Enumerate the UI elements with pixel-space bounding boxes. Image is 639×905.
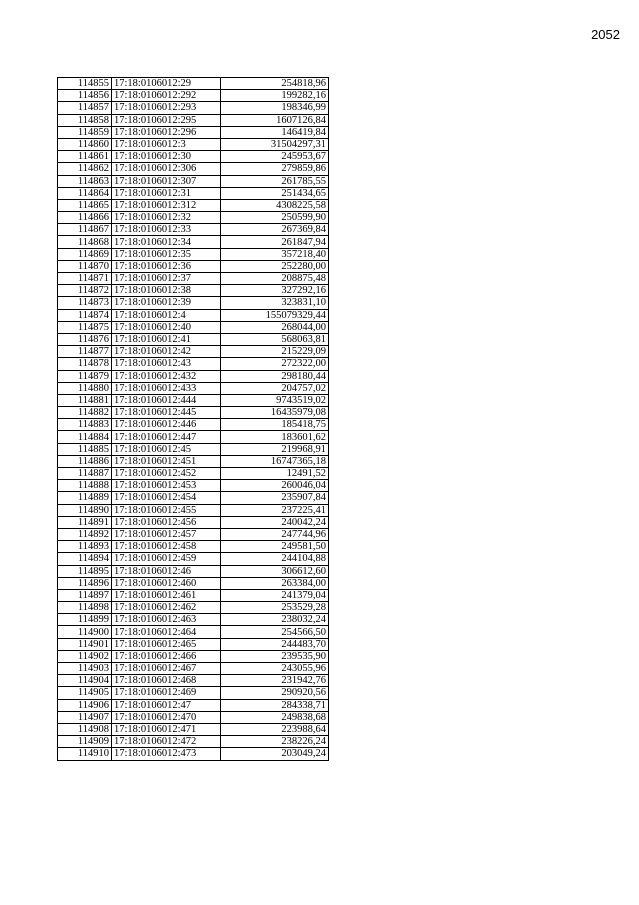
- table-row: [58, 163, 329, 175]
- row-number-cell: 114883: [58, 419, 112, 431]
- cadastral-number-cell: 17:18:0106012:307: [112, 175, 221, 187]
- table-row: [58, 663, 329, 675]
- row-number-cell: 114881: [58, 394, 112, 406]
- cadastral-number-cell: 17:18:0106012:446: [112, 419, 221, 431]
- table-row: [58, 407, 329, 419]
- table-row: [58, 638, 329, 650]
- row-number-cell: 114875: [58, 321, 112, 333]
- table-row: [58, 589, 329, 601]
- cadastral-number-cell: 17:18:0106012:3: [112, 138, 221, 150]
- row-number-cell: 114857: [58, 102, 112, 114]
- row-number-cell: 114855: [58, 78, 112, 90]
- table-row: [58, 516, 329, 528]
- table-row: [58, 455, 329, 467]
- cadastral-number-cell: 17:18:0106012:467: [112, 663, 221, 675]
- table-row: [58, 504, 329, 516]
- row-number-cell: 114863: [58, 175, 112, 187]
- row-number-cell: 114905: [58, 687, 112, 699]
- cadastral-number-cell: 17:18:0106012:46: [112, 565, 221, 577]
- row-number-cell: 114907: [58, 711, 112, 723]
- row-number-cell: 114886: [58, 455, 112, 467]
- cadastral-number-cell: 17:18:0106012:469: [112, 687, 221, 699]
- cadastral-value-cell: 244483,70: [221, 638, 329, 650]
- cadastral-value-cell: 250599,90: [221, 212, 329, 224]
- table-row: [58, 321, 329, 333]
- cadastral-number-cell: 17:18:0106012:452: [112, 468, 221, 480]
- cadastral-number-cell: 17:18:0106012:36: [112, 260, 221, 272]
- table-row: [58, 711, 329, 723]
- cadastral-value-cell: 16435979,08: [221, 407, 329, 419]
- table-row: [58, 602, 329, 614]
- table-row: [58, 358, 329, 370]
- table-row: [58, 370, 329, 382]
- row-number-cell: 114891: [58, 516, 112, 528]
- cadastral-number-cell: 17:18:0106012:34: [112, 236, 221, 248]
- cadastral-number-cell: 17:18:0106012:295: [112, 114, 221, 126]
- table-row: [58, 431, 329, 443]
- cadastral-value-cell: 568063,81: [221, 333, 329, 345]
- cadastral-value-cell: 267369,84: [221, 224, 329, 236]
- cadastral-value-cell: 357218,40: [221, 248, 329, 260]
- cadastral-number-cell: 17:18:0106012:468: [112, 675, 221, 687]
- cadastral-number-cell: 17:18:0106012:455: [112, 504, 221, 516]
- cadastral-number-cell: 17:18:0106012:293: [112, 102, 221, 114]
- cadastral-value-cell: 249838,68: [221, 711, 329, 723]
- table-row: [58, 248, 329, 260]
- cadastral-number-cell: 17:18:0106012:292: [112, 90, 221, 102]
- row-number-cell: 114876: [58, 333, 112, 345]
- cadastral-number-cell: 17:18:0106012:451: [112, 455, 221, 467]
- row-number-cell: 114862: [58, 163, 112, 175]
- row-number-cell: 114878: [58, 358, 112, 370]
- cadastral-number-cell: 17:18:0106012:37: [112, 273, 221, 285]
- row-number-cell: 114868: [58, 236, 112, 248]
- table-row: [58, 224, 329, 236]
- table-row: [58, 480, 329, 492]
- cadastral-value-cell: 185418,75: [221, 419, 329, 431]
- row-number-cell: 114885: [58, 443, 112, 455]
- cadastral-number-cell: 17:18:0106012:445: [112, 407, 221, 419]
- cadastral-value-cell: 155079329,44: [221, 309, 329, 321]
- cadastral-value-cell: 254566,50: [221, 626, 329, 638]
- table-row: [58, 212, 329, 224]
- row-number-cell: 114887: [58, 468, 112, 480]
- table-row: [58, 650, 329, 662]
- cadastral-value-cell: 247744,96: [221, 528, 329, 540]
- cadastral-number-cell: 17:18:0106012:470: [112, 711, 221, 723]
- cadastral-number-cell: 17:18:0106012:41: [112, 333, 221, 345]
- table-row: [58, 102, 329, 114]
- cadastral-number-cell: 17:18:0106012:33: [112, 224, 221, 236]
- row-number-cell: 114904: [58, 675, 112, 687]
- row-number-cell: 114866: [58, 212, 112, 224]
- cadastral-number-cell: 17:18:0106012:45: [112, 443, 221, 455]
- row-number-cell: 114873: [58, 297, 112, 309]
- cadastral-number-cell: 17:18:0106012:458: [112, 541, 221, 553]
- cadastral-value-cell: 9743519,02: [221, 394, 329, 406]
- table-row: [58, 236, 329, 248]
- table-row: [58, 748, 329, 760]
- cadastral-number-cell: 17:18:0106012:312: [112, 199, 221, 211]
- cadastral-number-cell: 17:18:0106012:473: [112, 748, 221, 760]
- cadastral-value-cell: 284338,71: [221, 699, 329, 711]
- cadastral-value-cell: 183601,62: [221, 431, 329, 443]
- table-row: [58, 723, 329, 735]
- table-row: [58, 394, 329, 406]
- row-number-cell: 114871: [58, 273, 112, 285]
- cadastral-value-cell: 208875,48: [221, 273, 329, 285]
- row-number-cell: 114867: [58, 224, 112, 236]
- row-number-cell: 114859: [58, 126, 112, 138]
- cadastral-number-cell: 17:18:0106012:466: [112, 650, 221, 662]
- table-row: [58, 419, 329, 431]
- cadastral-value-cell: 261847,94: [221, 236, 329, 248]
- table-row: [58, 273, 329, 285]
- table-row: [58, 199, 329, 211]
- row-number-cell: 114894: [58, 553, 112, 565]
- cadastral-value-cell: 254818,96: [221, 78, 329, 90]
- row-number-cell: 114899: [58, 614, 112, 626]
- cadastral-value-cell: 251434,65: [221, 187, 329, 199]
- table-row: [58, 699, 329, 711]
- row-number-cell: 114895: [58, 565, 112, 577]
- row-number-cell: 114856: [58, 90, 112, 102]
- cadastral-value-cell: 215229,09: [221, 346, 329, 358]
- row-number-cell: 114861: [58, 151, 112, 163]
- cadastral-value-cell: 223988,64: [221, 723, 329, 735]
- cadastral-number-cell: 17:18:0106012:453: [112, 480, 221, 492]
- cadastral-number-cell: 17:18:0106012:456: [112, 516, 221, 528]
- cadastral-value-cell: 298180,44: [221, 370, 329, 382]
- table-row: [58, 309, 329, 321]
- cadastral-number-cell: 17:18:0106012:38: [112, 285, 221, 297]
- table-body: [58, 78, 329, 761]
- table-row: [58, 492, 329, 504]
- table-row: [58, 687, 329, 699]
- cadastral-value-table: [57, 77, 329, 761]
- cadastral-value-cell: 249581,50: [221, 541, 329, 553]
- cadastral-value-cell: 12491,52: [221, 468, 329, 480]
- table-row: [58, 346, 329, 358]
- row-number-cell: 114898: [58, 602, 112, 614]
- cadastral-number-cell: 17:18:0106012:39: [112, 297, 221, 309]
- cadastral-number-cell: 17:18:0106012:306: [112, 163, 221, 175]
- cadastral-value-cell: 240042,24: [221, 516, 329, 528]
- row-number-cell: 114860: [58, 138, 112, 150]
- table-row: [58, 260, 329, 272]
- table-row: [58, 528, 329, 540]
- row-number-cell: 114889: [58, 492, 112, 504]
- cadastral-value-cell: 306612,60: [221, 565, 329, 577]
- row-number-cell: 114879: [58, 370, 112, 382]
- table-row: [58, 565, 329, 577]
- cadastral-value-cell: 238226,24: [221, 736, 329, 748]
- cadastral-number-cell: 17:18:0106012:472: [112, 736, 221, 748]
- cadastral-value-cell: 235907,84: [221, 492, 329, 504]
- table-row: [58, 114, 329, 126]
- table-row: [58, 553, 329, 565]
- cadastral-number-cell: 17:18:0106012:42: [112, 346, 221, 358]
- page-number: 2052: [591, 27, 620, 42]
- cadastral-number-cell: 17:18:0106012:432: [112, 370, 221, 382]
- table-row: [58, 736, 329, 748]
- cadastral-number-cell: 17:18:0106012:459: [112, 553, 221, 565]
- cadastral-number-cell: 17:18:0106012:433: [112, 382, 221, 394]
- cadastral-value-cell: 238032,24: [221, 614, 329, 626]
- row-number-cell: 114903: [58, 663, 112, 675]
- table-row: [58, 138, 329, 150]
- cadastral-value-cell: 198346,99: [221, 102, 329, 114]
- cadastral-value-cell: 279859,86: [221, 163, 329, 175]
- cadastral-number-cell: 17:18:0106012:462: [112, 602, 221, 614]
- row-number-cell: 114902: [58, 650, 112, 662]
- cadastral-number-cell: 17:18:0106012:464: [112, 626, 221, 638]
- table-row: [58, 333, 329, 345]
- table-row: [58, 626, 329, 638]
- table-row: [58, 175, 329, 187]
- cadastral-value-cell: 241379,04: [221, 589, 329, 601]
- table-row: [58, 382, 329, 394]
- cadastral-number-cell: 17:18:0106012:31: [112, 187, 221, 199]
- cadastral-value-cell: 323831,10: [221, 297, 329, 309]
- row-number-cell: 114901: [58, 638, 112, 650]
- row-number-cell: 114893: [58, 541, 112, 553]
- cadastral-number-cell: 17:18:0106012:447: [112, 431, 221, 443]
- cadastral-number-cell: 17:18:0106012:444: [112, 394, 221, 406]
- cadastral-number-cell: 17:18:0106012:471: [112, 723, 221, 735]
- row-number-cell: 114874: [58, 309, 112, 321]
- row-number-cell: 114906: [58, 699, 112, 711]
- cadastral-value-cell: 272322,00: [221, 358, 329, 370]
- cadastral-value-cell: 268044,00: [221, 321, 329, 333]
- cadastral-number-cell: 17:18:0106012:465: [112, 638, 221, 650]
- row-number-cell: 114892: [58, 528, 112, 540]
- cadastral-number-cell: 17:18:0106012:30: [112, 151, 221, 163]
- row-number-cell: 114908: [58, 723, 112, 735]
- cadastral-value-cell: 245953,67: [221, 151, 329, 163]
- table-row: [58, 443, 329, 455]
- cadastral-value-cell: 1607126,84: [221, 114, 329, 126]
- table-row: [58, 675, 329, 687]
- cadastral-value-cell: 243055,96: [221, 663, 329, 675]
- cadastral-number-cell: 17:18:0106012:40: [112, 321, 221, 333]
- row-number-cell: 114869: [58, 248, 112, 260]
- row-number-cell: 114884: [58, 431, 112, 443]
- cadastral-value-cell: 261785,55: [221, 175, 329, 187]
- cadastral-value-cell: 253529,28: [221, 602, 329, 614]
- cadastral-value-cell: 260046,04: [221, 480, 329, 492]
- row-number-cell: 114888: [58, 480, 112, 492]
- cadastral-value-cell: 239535,90: [221, 650, 329, 662]
- row-number-cell: 114864: [58, 187, 112, 199]
- table-row: [58, 468, 329, 480]
- cadastral-value-cell: 290920,56: [221, 687, 329, 699]
- cadastral-value-cell: 219968,91: [221, 443, 329, 455]
- table-row: [58, 78, 329, 90]
- row-number-cell: 114870: [58, 260, 112, 272]
- cadastral-number-cell: 17:18:0106012:43: [112, 358, 221, 370]
- row-number-cell: 114858: [58, 114, 112, 126]
- cadastral-value-cell: 16747365,18: [221, 455, 329, 467]
- cadastral-value-cell: 231942,76: [221, 675, 329, 687]
- row-number-cell: 114890: [58, 504, 112, 516]
- cadastral-value-cell: 263384,00: [221, 577, 329, 589]
- cadastral-value-cell: 327292,16: [221, 285, 329, 297]
- cadastral-value-cell: 244104,88: [221, 553, 329, 565]
- cadastral-number-cell: 17:18:0106012:460: [112, 577, 221, 589]
- row-number-cell: 114865: [58, 199, 112, 211]
- row-number-cell: 114896: [58, 577, 112, 589]
- table-row: [58, 541, 329, 553]
- row-number-cell: 114900: [58, 626, 112, 638]
- row-number-cell: 114910: [58, 748, 112, 760]
- cadastral-number-cell: 17:18:0106012:35: [112, 248, 221, 260]
- table-row: [58, 614, 329, 626]
- row-number-cell: 114872: [58, 285, 112, 297]
- cadastral-value-cell: 237225,41: [221, 504, 329, 516]
- cadastral-number-cell: 17:18:0106012:463: [112, 614, 221, 626]
- row-number-cell: 114909: [58, 736, 112, 748]
- cadastral-number-cell: 17:18:0106012:47: [112, 699, 221, 711]
- table-row: [58, 297, 329, 309]
- table-row: [58, 90, 329, 102]
- cadastral-value-cell: 4308225,58: [221, 199, 329, 211]
- cadastral-number-cell: 17:18:0106012:457: [112, 528, 221, 540]
- cadastral-number-cell: 17:18:0106012:461: [112, 589, 221, 601]
- cadastral-value-cell: 199282,16: [221, 90, 329, 102]
- cadastral-number-cell: 17:18:0106012:296: [112, 126, 221, 138]
- cadastral-number-cell: 17:18:0106012:32: [112, 212, 221, 224]
- table-row: [58, 151, 329, 163]
- cadastral-value-cell: 146419,84: [221, 126, 329, 138]
- cadastral-value-cell: 252280,00: [221, 260, 329, 272]
- cadastral-value-cell: 204757,02: [221, 382, 329, 394]
- row-number-cell: 114877: [58, 346, 112, 358]
- cadastral-number-cell: 17:18:0106012:454: [112, 492, 221, 504]
- table-row: [58, 187, 329, 199]
- table-row: [58, 126, 329, 138]
- cadastral-number-cell: 17:18:0106012:29: [112, 78, 221, 90]
- table-row: [58, 285, 329, 297]
- row-number-cell: 114880: [58, 382, 112, 394]
- cadastral-value-cell: 203049,24: [221, 748, 329, 760]
- table-row: [58, 577, 329, 589]
- cadastral-number-cell: 17:18:0106012:4: [112, 309, 221, 321]
- cadastral-value-cell: 31504297,31: [221, 138, 329, 150]
- row-number-cell: 114897: [58, 589, 112, 601]
- row-number-cell: 114882: [58, 407, 112, 419]
